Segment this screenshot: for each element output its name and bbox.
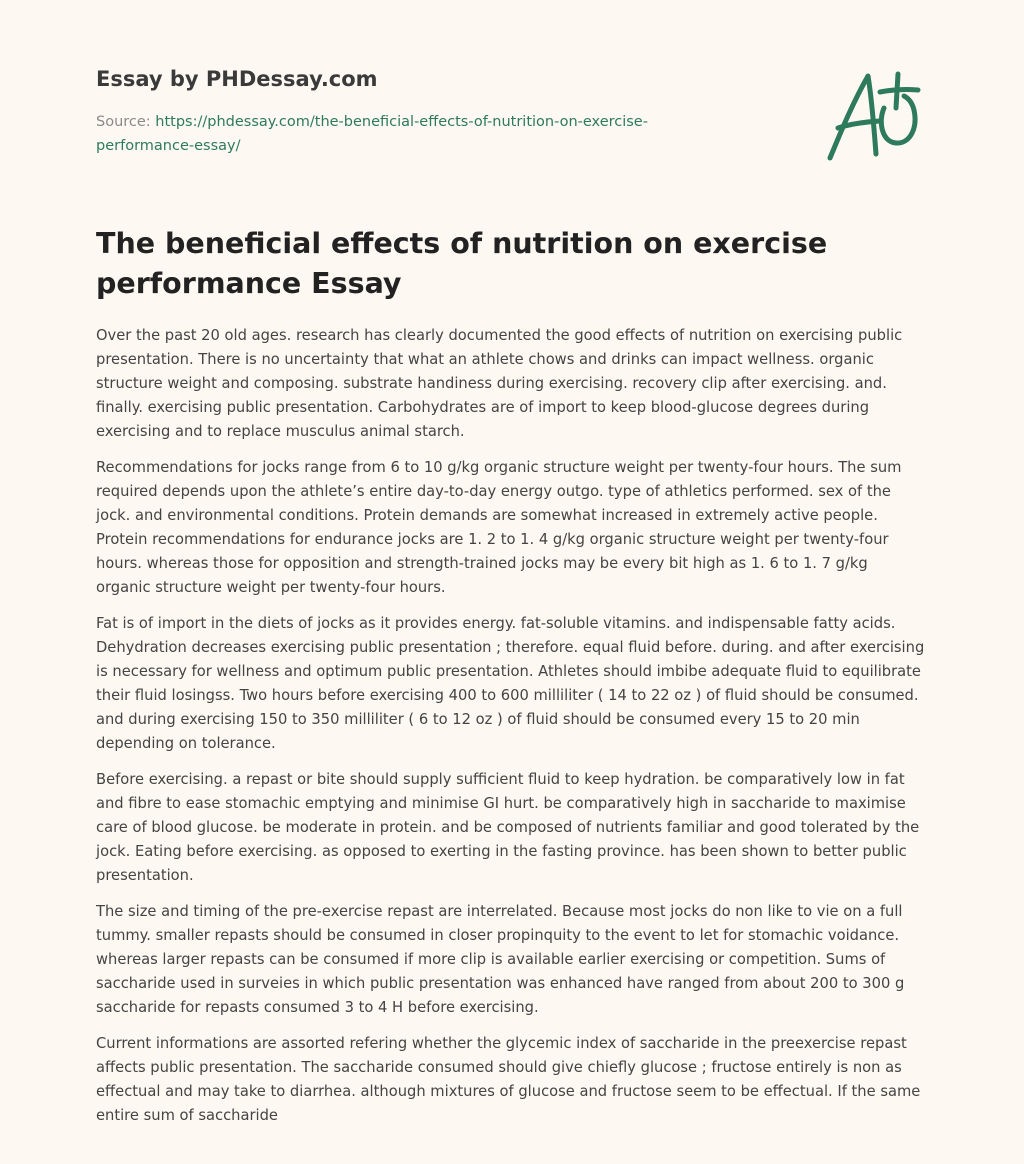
essay-paragraph: Over the past 20 old ages. research has clearly documented the good effects of nutrition on exercising public presentation. There is no uncertainty that what an athlete chows and drinks can impact wellness. organic structure weight and composing. substrate handiness during exercising. recovery clip after exercising. and. finally. exercising public presentation. Carbohydrates are of import to keep blood-glucose degrees during exercising and to replace musculus animal starch. (96, 327, 903, 440)
essay-paragraph: Recommendations for jocks range from 6 to 10 g/kg organic structure weight per twenty-four hours. The sum required depends upon the athlete’s entire day-to-day energy outgo. type of athletics performed. sex of the jock. and environmental conditions. Protein demands are somewhat increased in extremely active people. Protein recommendations for endurance jocks are 1. 2 to 1. 4 g/kg organic structure weight per twenty-four hours. whereas those for opposition and strength-trained jocks may be every bit high as 1. 6 to 1. 7 g/kg organic structure weight per twenty-four hours. (96, 459, 902, 596)
source-line (96, 110, 736, 158)
essay-paragraph: The size and timing of the pre-exercise repast are interrelated. Because most jocks do non like to vie on a full tummy. smaller repasts should be consumed in closer propinquity to the event to let for stomachic voidance. whereas larger repasts can be consumed if more clip is available earlier exercising or competition. Sums of saccharide used in surveies in which public presentation was enhanced have ranged from about 200 to 300 g saccharide for repasts consumed 3 to 4 H before exercising. (96, 903, 905, 1016)
essay-paragraph: Current informations are assorted refering whether the glycemic index of saccharide in the preexercise repast affects public presentation. The saccharide consumed should give chiefly glucose ; fructose entirely is non as effectual and may take to diarrhea. although mixtures of glucose and fructose seem to be effectual. If the same entire sum of saccharide (96, 1035, 921, 1124)
essay-paragraph: Before exercising. a repast or bite should supply sufficient fluid to keep hydration. be comparatively low in fat and fibre to ease stomachic emptying and minimise GI hurt. be comparatively high in saccharide to maximise care of blood glucose. be moderate in protein. and be composed of nutrients familiar and good tolerated by the jock. Eating before exercising. as opposed to exerting in the fasting province. has been shown to better public presentation. (96, 771, 920, 884)
essay-title: The beneficial effects of nutrition on exercise performance Essay (96, 227, 828, 300)
source-label: Source: (96, 114, 151, 130)
page-header (96, 64, 736, 158)
a-plus-logo-icon (818, 66, 930, 166)
source-link[interactable]: https://phdessay.com/the-beneficial-effects-of-nutrition-on-exercise-performance-essay/ (96, 114, 648, 154)
site-brand: Essay by PHDessay.com (96, 67, 378, 91)
essay-paragraph: Fat is of import in the diets of jocks as it provides energy. fat-soluble vitamins. and indispensable fatty acids. Dehydration decreases exercising public presentation ; therefore. equal fluid before. during. and after exercising is necessary for wellness and optimum public presentation. Athletes should imbibe adequate fluid to equilibrate their fluid losingss. Two hours before exercising 400 to 600 milliliter ( 14 to 22 oz ) of fluid should be consumed. and during exercising 150 to 350 milliliter ( 6 to 12 oz ) of fluid should be consumed every 15 to 20 min depending on tolerance. (96, 615, 925, 752)
essay-body (96, 324, 926, 1140)
